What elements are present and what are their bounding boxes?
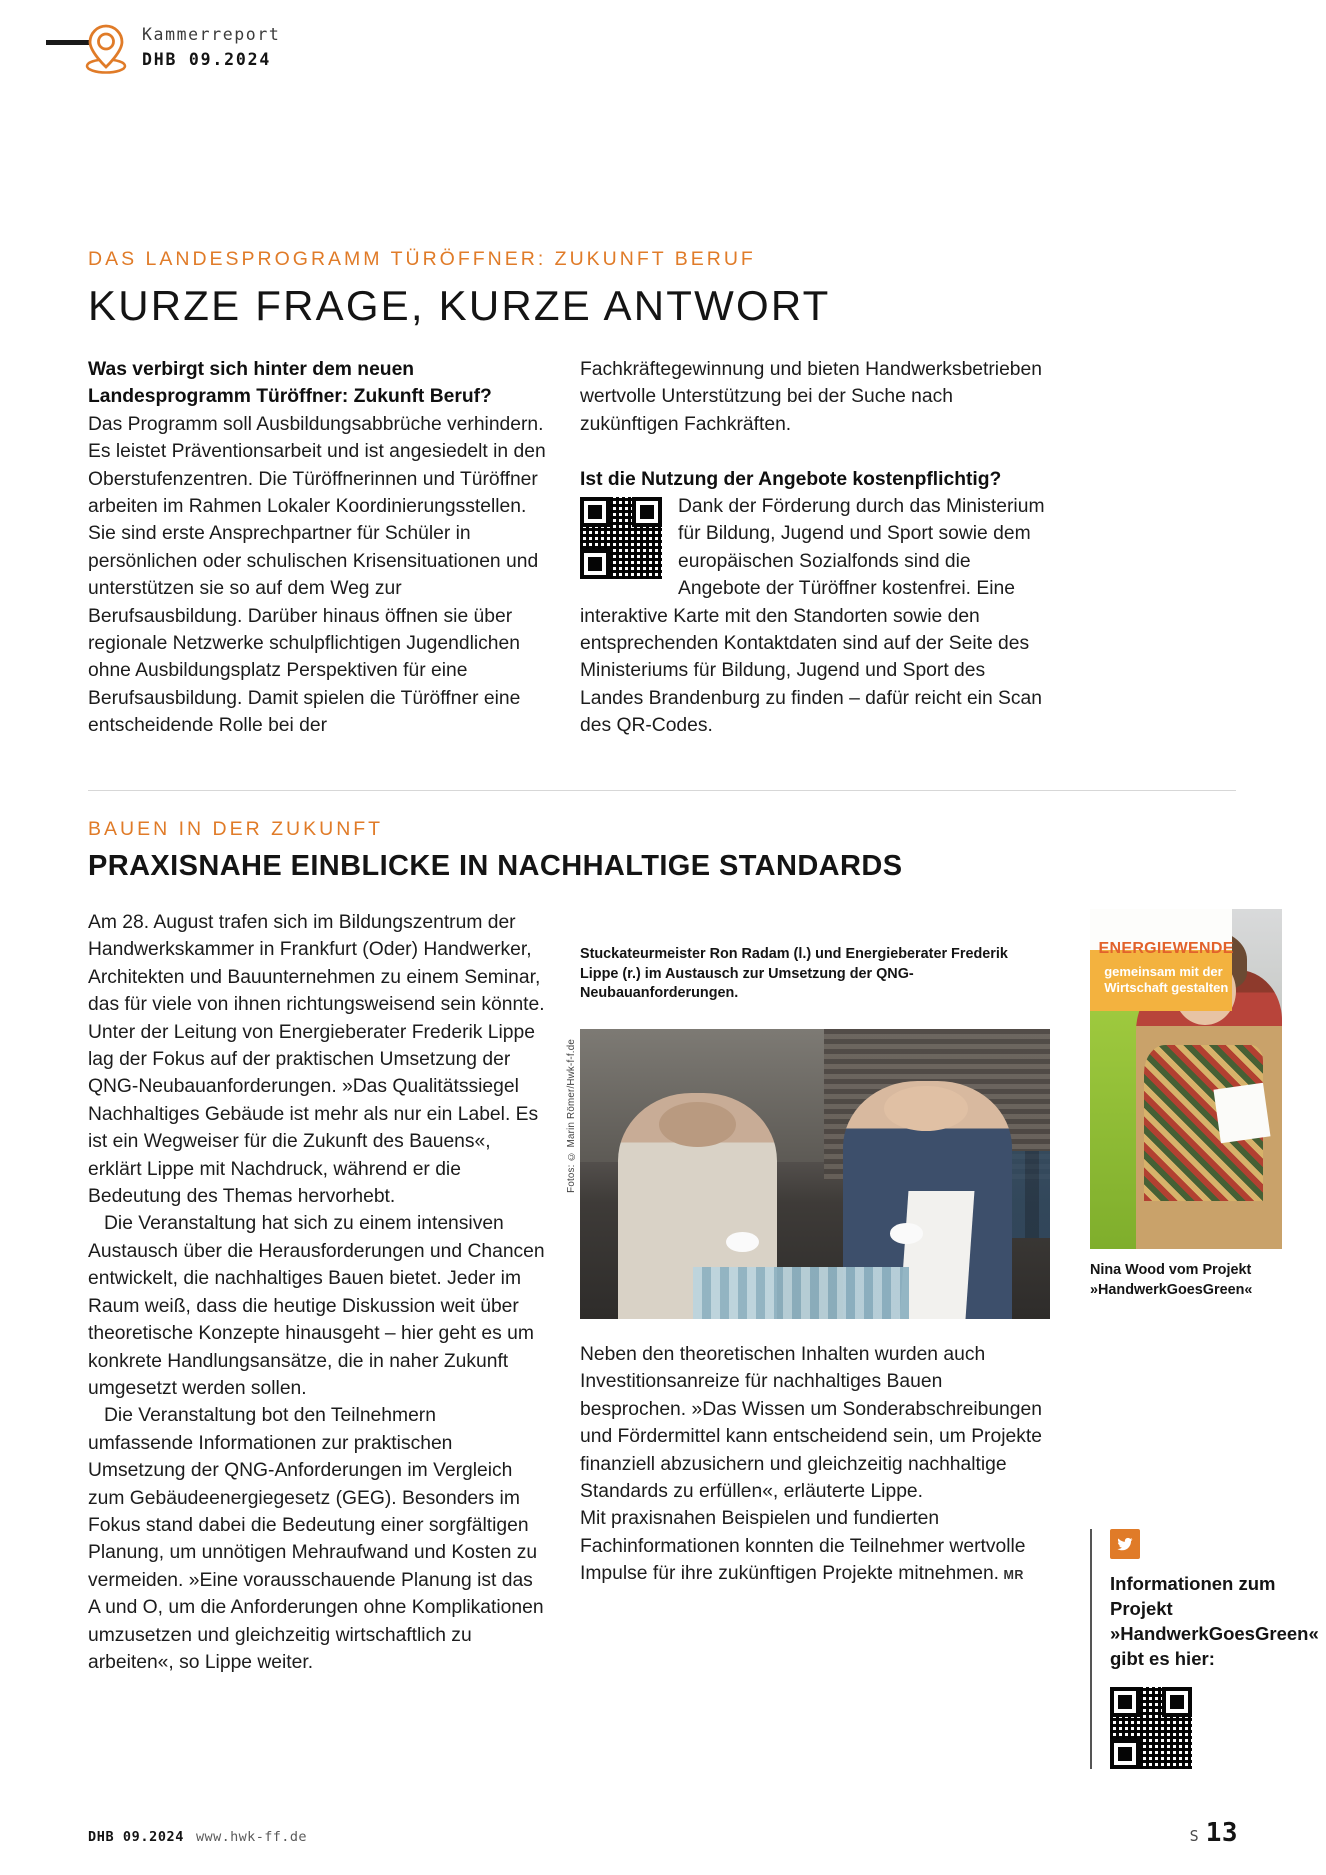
article2-kicker: BAUEN IN DER ZUKUNFT: [88, 818, 384, 840]
photo-bottles: [693, 1267, 909, 1319]
article-nachhaltige-standards: [88, 818, 1319, 1709]
location-pin-icon: [84, 22, 128, 74]
article2-paragraph-5: Mit praxisnahen Beispielen und fundierten Fachinformationen konnten die Teilnehmer wertvolle Impulse für ihre zukünftigen Projekte mitnehmen.: [580, 1508, 1026, 1585]
photo-shirt: [900, 1191, 975, 1319]
article1-column-left: [88, 356, 558, 740]
masthead-issue: DHB 09.2024: [142, 50, 272, 70]
page-footer: [88, 1818, 1238, 1848]
photo-cup-right: [890, 1223, 923, 1243]
qr-code-handwerkgoesgreen[interactable]: [1110, 1687, 1192, 1769]
article2-paragraph-4: Neben den theoretischen Inhalten wurden auch Investitionsanreize für nachhaltiges Bauen besprochen. »Das Wissen um Sonderabschreibungen und Fördermittel kann entscheidend sein, um Projekte finanziell abzusichern und gleichzeitig nachhaltige Standards zu erfüllen«, erläuterte Lippe.: [580, 1344, 1042, 1503]
article2-column-2: [580, 909, 1050, 1004]
photo-caption-right: Nina Wood vom Projekt »HandwerkGoesGreen«: [1090, 1262, 1253, 1298]
infobox-text: Informationen zum Projekt »HandwerkGoesGreen« gibt es hier:: [1110, 1573, 1319, 1669]
photo-nina-wood: [1090, 909, 1282, 1249]
photo-caption-main: Stuckateurmeister Ron Radam (l.) und Energieberater Frederik Lippe (r.) im Austausch zur Umsetzung der QNG-Neubauanforderungen.: [580, 946, 1008, 1001]
footer-page-number: 13: [1205, 1818, 1238, 1848]
energiewende-banner: [1090, 909, 1232, 1011]
masthead-title: Kammerreport: [142, 25, 281, 44]
photo-cup-left: [726, 1232, 759, 1252]
article1-columns: [88, 356, 1238, 740]
photo-seminar: [580, 1029, 1050, 1319]
article2-paragraph-2: Die Veranstaltung hat sich zu einem intensiven Austausch über die Herausforderungen und Chancen entwickelt, die nachhaltiges Bauen bietet. Jeder im Raum weiß, dass die heutige Diskussion weit über theoretische Konzepte hinausgeht – hier geht es um konkrete Handlungsansätze, die in naher Zukunft umgesetzt werden sollen.: [88, 1213, 545, 1399]
masthead-text: [142, 24, 280, 72]
article2-column-2-text: [580, 1341, 1050, 1588]
article1-question-1: Was verbirgt sich hinter dem neuen Landesprogramm Türöffner: Zukunft Beruf?: [88, 359, 492, 408]
banner-headline: ENERGIEWENDE: [1098, 939, 1234, 957]
qr-finder-bottom-left: [580, 549, 610, 579]
article2-paragraph-3: Die Veranstaltung bot den Teilnehmern umfassende Informationen zur praktischen Umsetzung der QNG-Anforderungen im Vergleich zum Gebäudeenergiegesetz (GEG). Besonders im Fokus stand dabei die Bedeutung einer sorgfältigen Planung, um unnötigen Mehraufwand und Kosten zu vermeiden. »Eine vorausschauende Planung ist das A und O, um die Anforderungen ohne Komplikationen umzusetzen und gleichzeitig wirtschaftlich zu arbeiten«, so Lippe weiter.: [88, 1405, 544, 1673]
article2-column-1: [88, 909, 546, 1676]
banner-subline: gemeinsam mit der Wirtschaft gestalten: [1104, 964, 1229, 996]
footer-issue: DHB 09.2024: [88, 1829, 185, 1845]
footer-right: [1190, 1818, 1238, 1848]
qr-finder-bottom-left-2: [1110, 1739, 1140, 1769]
infobox-handwerkgoesgreen: [1090, 1529, 1319, 1769]
article2-body: [88, 909, 1319, 1709]
article1-column-right: [580, 356, 1050, 740]
twitter-bird-icon[interactable]: [1110, 1529, 1140, 1559]
article2-headline: PRAXISNAHE EINBLICKE IN NACHHALTIGE STANDARDS: [88, 850, 903, 882]
photo-credit: Fotos: © Marin Römer/Hwk-f-f.de: [566, 1039, 577, 1193]
article1-answer-2: Dank der Förderung durch das Ministerium für Bildung, Jugend und Sport sowie dem europäischen Sozialfonds sind die Angebote der Türöffner kostenfrei. Eine interaktive Karte mit den Standorten sowie den entsprechenden Kontaktdaten sind auf der Seite des Ministeriums für Bildung, Jugend und Sport des Landes Brandenburg zu finden – dafür reicht ein Scan des QR-Codes.: [580, 496, 1045, 737]
column-spacer: [580, 438, 1050, 465]
section-divider: [88, 790, 1236, 791]
article1-kicker: DAS LANDESPROGRAMM TÜRÖFFNER: ZUKUNFT BERUF: [88, 248, 756, 270]
footer-url[interactable]: www.hwk-ff.de: [196, 1829, 307, 1845]
qr-code-tueroeffner[interactable]: [580, 497, 662, 579]
article-tueroeffner: [88, 248, 1238, 740]
article1-answer-1-cont: Fachkräftegewinnung und bieten Handwerksbetrieben wertvolle Unterstützung bei der Suche nach zukünftigen Fachkräften.: [580, 359, 1042, 435]
article1-headline: KURZE FRAGE, KURZE ANTWORT: [88, 282, 831, 329]
article1-question-2: Ist die Nutzung der Angebote kostenpflichtig?: [580, 468, 1002, 490]
author-initials: MR: [1003, 1568, 1024, 1583]
footer-page-prefix: S: [1189, 1827, 1199, 1845]
photo-paper-sheet: [1213, 1083, 1270, 1144]
article2-paragraph-1: Am 28. August trafen sich im Bildungszentrum der Handwerkskammer in Frankfurt (Oder) Handwerker, Architekten und Bauunternehmen zu einem Seminar, das für viele von ihnen richtungsweisend sein könnte. Unter der Leitung von Energieberater Frederik Lippe lag der Fokus auf der praktischen Umsetzung der QNG-Neubauanforderungen. »Das Qualitätssiegel Nachhaltiges Gebäude ist mehr als nur ein Label. Es ist ein Wegweiser für die Zukunft des Bauens«, erklärt Lippe mit Nachdruck, während er die Bedeutung des Themas hervorhebt.: [88, 912, 545, 1208]
masthead: [46, 22, 1286, 82]
footer-left: [88, 1829, 307, 1845]
article1-answer-1: Das Programm soll Ausbildungsabbrüche verhindern. Es leistet Präventionsarbeit und ist angesiedelt in den Oberstufenzentren. Die Türöffnerinnen und Türöffner arbeiten im Rahmen Lokaler Koordinierungsstellen. Sie sind erste Ansprechpartner für Schüler in persönlichen oder schulischen Krisensituationen und unterstützen sie so auf dem Weg zur Berufsausbildung. Darüber hinaus öffnen sie über regionale Netzwerke schulpflichtigen Jugendlichen ohne Ausbildungsplatz Perspektiven für eine Berufsausbildung. Damit spielen die Türöffner eine entscheidende Rolle bei der: [88, 413, 546, 737]
